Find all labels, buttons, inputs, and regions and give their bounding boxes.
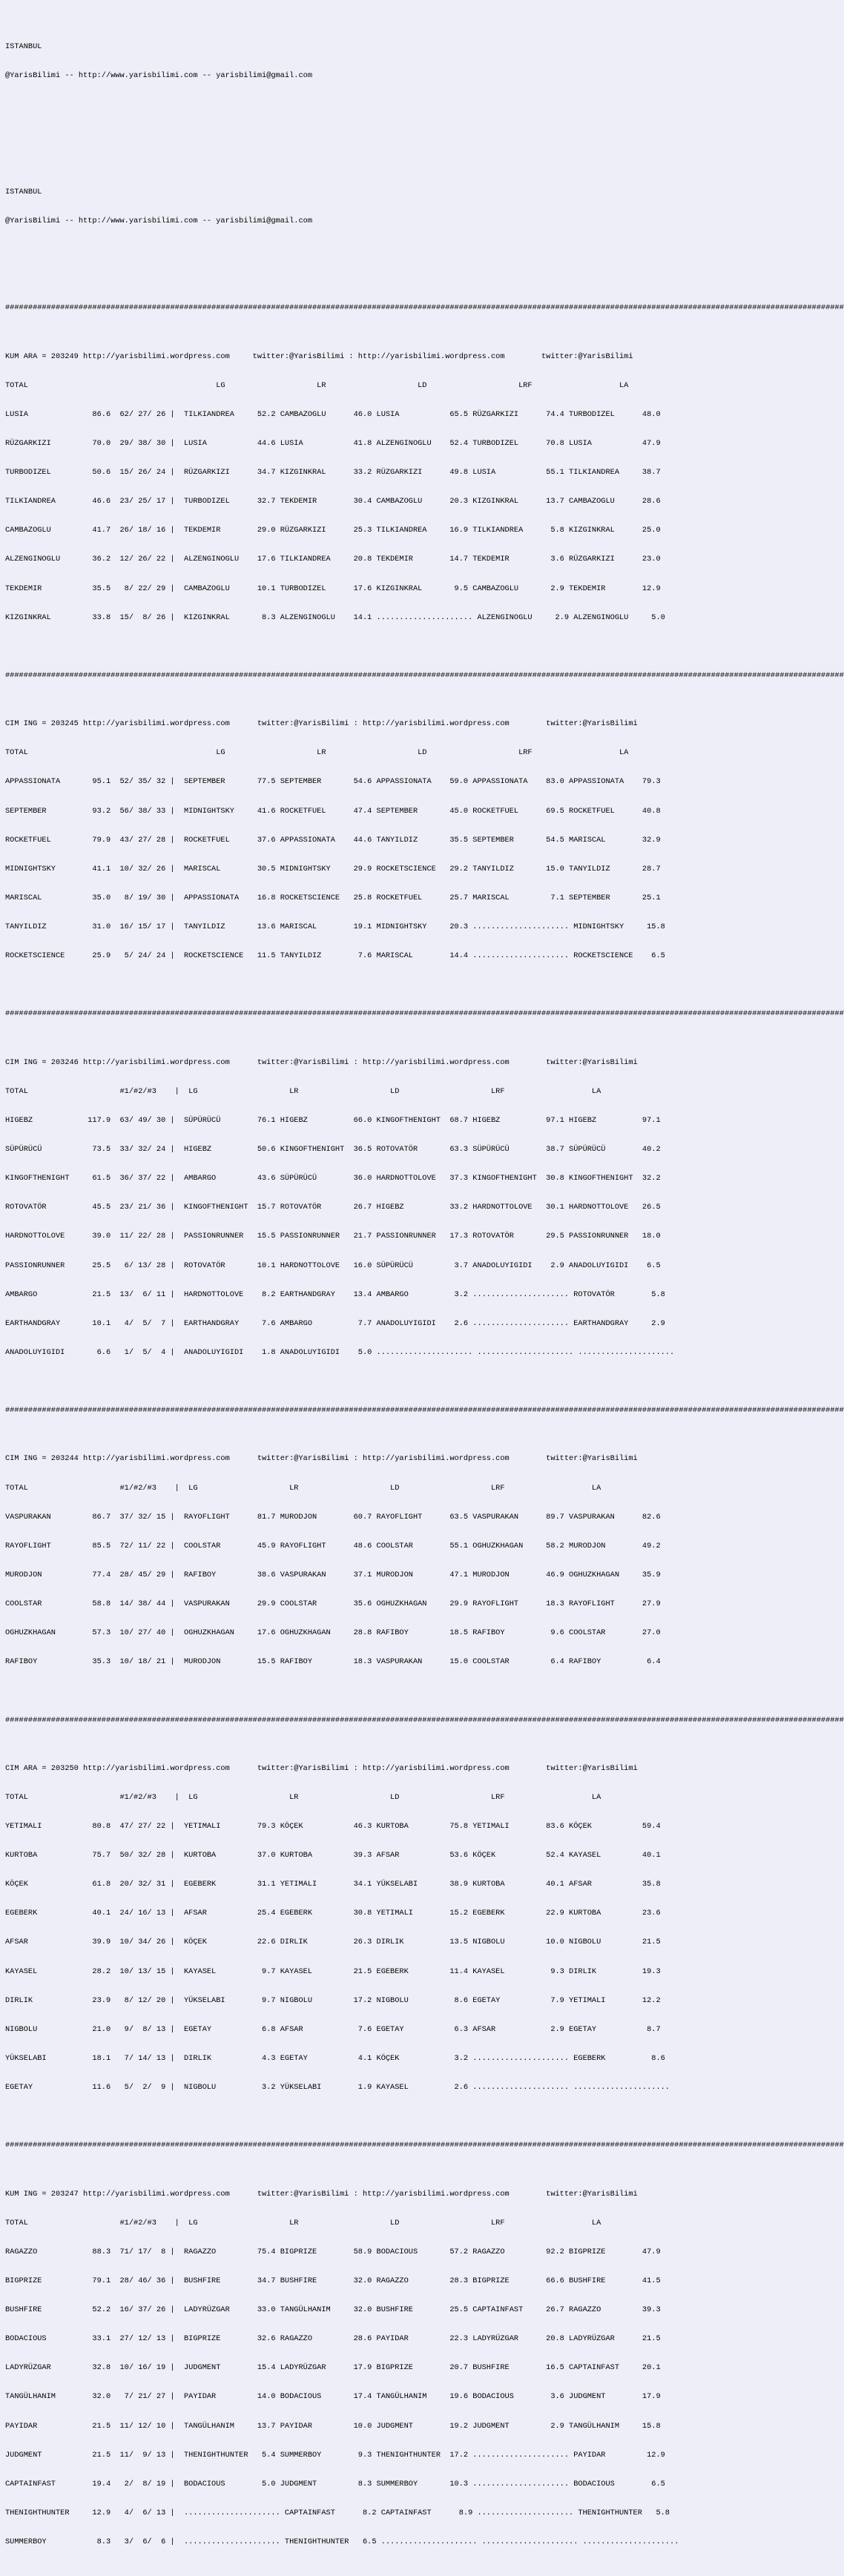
- race-block: [5, 332, 753, 641]
- race-row: KURTOBA 75.7 50/ 32/ 28 | KURTOBA 37.0 KURTOBA 39.3 AFSAR 53.6 KÖÇEK 52.4 KAYASEL 40.1: [5, 1851, 661, 1860]
- race-title: KUM ARA = 203249 http://yarisbilimi.wordpress.com twitter:@YarisBilimi : http://yarisbilimi.wordpress.com twitter:@YarisBilimi: [5, 351, 633, 361]
- race-row: TURBODIZEL 50.6 15/ 26/ 24 | RÜZGARKIZI 34.7 KIZGINKRAL 33.2 RÜZGARKIZI 49.8 LUSIA 55.1 TILKIANDREA 38.7: [5, 468, 661, 478]
- header-line: @YarisBilimi -- http://www.yarisbilimi.com -- yarisbilimi@gmail.com: [5, 216, 313, 225]
- race-row: OGHUZKHAGAN 57.3 10/ 27/ 40 | OGHUZKHAGAN 17.6 OGHUZKHAGAN 28.8 RAFIBOY 18.5 RAFIBOY 9.6 COOLSTAR 27.0: [5, 1628, 661, 1638]
- race-row: KIZGINKRAL 33.8 15/ 8/ 26 | KIZGINKRAL 8.3 ALZENGINOGLU 14.1 ..................... ALZENGINOGLU 2.9 ALZENGINOGLU 5.0: [5, 612, 665, 622]
- race-title: CIM ING = 203246 http://yarisbilimi.wordpress.com twitter:@YarisBilimi : http://yarisbilimi.wordpress.com twitter:@YarisBilimi: [5, 1057, 638, 1067]
- race-row: AMBARGO 21.5 13/ 6/ 11 | HARDNOTTOLOVE 8.2 EARTHANDGRAY 13.4 AMBARGO 3.2 ..................... ROTOVATÖR 5.8: [5, 1289, 665, 1299]
- report-header: [5, 23, 753, 274]
- race-row: HARDNOTTOLOVE 39.0 11/ 22/ 28 | PASSIONRUNNER 15.5 PASSIONRUNNER 21.7 PASSIONRUNNER 17.3 ROTOVATÖR 29.5 PASSIONRUNNER 18.0: [5, 1232, 661, 1241]
- race-row: PAYIDAR 21.5 11/ 12/ 10 | TANGÜLHANIM 13.7 PAYIDAR 10.0 JUDGMENT 19.2 JUDGMENT 2.9 TANGÜLHANIM 15.8: [5, 2421, 661, 2431]
- column-header: TOTAL LG LR LD LRF LA: [5, 380, 629, 390]
- race-row: LADYRÜZGAR 32.8 10/ 16/ 19 | JUDGMENT 15.4 LADYRÜZGAR 17.9 BIGPRIZE 20.7 BUSHFIRE 16.5 CAPTAINFAST 20.1: [5, 2363, 661, 2373]
- race-row: MARISCAL 35.0 8/ 19/ 30 | APPASSIONATA 16.8 ROCKETSCIENCE 25.8 ROCKETFUEL 25.7 MARISCAL 7.1 SEPTEMBER 25.1: [5, 893, 661, 902]
- header-line: [5, 245, 753, 255]
- race-row: RAYOFLIGHT 85.5 72/ 11/ 22 | COOLSTAR 45.9 RAYOFLIGHT 48.6 COOLSTAR 55.1 OGHUZKHAGAN 58.2 MURODJON 49.2: [5, 1541, 661, 1550]
- report-document: [5, 4, 844, 2576]
- race-row: ALZENGINOGLU 36.2 12/ 26/ 22 | ALZENGINOGLU 17.6 TILKIANDREA 20.8 TEKDEMIR 14.7 TEKDEMIR 3.6 RÜZGARKIZI 23.0: [5, 555, 661, 564]
- header-line: [5, 159, 753, 168]
- race-row: AFSAR 39.9 10/ 34/ 26 | KÖÇEK 22.6 DIRLIK 26.3 DIRLIK 13.5 NIGBOLU 10.0 NIGBOLU 21.5: [5, 1938, 661, 1947]
- race-block: [5, 1039, 753, 1377]
- race-block: [5, 1435, 753, 1686]
- race-row: CAPTAINFAST 19.4 2/ 8/ 19 | BODACIOUS 5.0 JUDGMENT 8.3 SUMMERBOY 10.3 ..................... BODACIOUS 6.5: [5, 2479, 665, 2489]
- separator-line: #######################################################################################################################################################################################: [5, 1406, 844, 1416]
- race-row: VASPURAKAN 86.7 37/ 32/ 15 | RAYOFLIGHT 81.7 MURODJON 60.7 RAYOFLIGHT 63.5 VASPURAKAN 89.7 VASPURAKAN 82.6: [5, 1512, 661, 1522]
- race-title: CIM ING = 203245 http://yarisbilimi.wordpress.com twitter:@YarisBilimi : http://yarisbilimi.wordpress.com twitter:@YarisBilimi: [5, 719, 638, 729]
- race-row: ROTOVATÖR 45.5 23/ 21/ 36 | KINGOFTHENIGHT 15.7 ROTOVATÖR 26.7 HIGEBZ 33.2 HARDNOTTOLOVE 30.1 HARDNOTTOLOVE 26.5: [5, 1203, 661, 1212]
- race-row: COOLSTAR 58.8 14/ 38/ 44 | VASPURAKAN 29.9 COOLSTAR 35.6 OGHUZKHAGAN 29.9 RAYOFLIGHT 18.3 RAYOFLIGHT 27.9: [5, 1599, 661, 1608]
- race-row: BUSHFIRE 52.2 16/ 37/ 26 | LADYRÜZGAR 33.0 TANGÜLHANIM 32.0 BUSHFIRE 25.5 CAPTAINFAST 26.7 RAGAZZO 39.3: [5, 2305, 661, 2315]
- separator-line: #######################################################################################################################################################################################: [5, 303, 844, 313]
- race-row: JUDGMENT 21.5 11/ 9/ 13 | THENIGHTHUNTER 5.4 SUMMERBOY 9.3 THENIGHTHUNTER 17.2 ..................... PAYIDAR 12.9: [5, 2450, 665, 2460]
- race-block: [5, 2170, 753, 2567]
- race-row: RAGAZZO 88.3 71/ 17/ 8 | RAGAZZO 75.4 BIGPRIZE 58.9 BODACIOUS 57.2 RAGAZZO 92.2 BIGPRIZE 47.9: [5, 2247, 661, 2256]
- race-row: KINGOFTHENIGHT 61.5 36/ 37/ 22 | AMBARGO 43.6 SÜPÜRÜCÜ 36.0 HARDNOTTOLOVE 37.3 KINGOFTHENIGHT 30.8 KINGOFTHENIGHT 32.2: [5, 1174, 661, 1183]
- race-row: LUSIA 86.6 62/ 27/ 26 | TILKIANDREA 52.2 CAMBAZOGLU 46.0 LUSIA 65.5 RÜZGARKIZI 74.4 TURBODIZEL 48.0: [5, 409, 661, 419]
- header-line: ISTANBUL: [5, 187, 42, 196]
- race-title: KUM ING = 203247 http://yarisbilimi.wordpress.com twitter:@YarisBilimi : http://yarisbilimi.wordpress.com twitter:@YarisBilimi: [5, 2189, 638, 2199]
- column-header: TOTAL #1/#2/#3 | LG LR LD LRF LA: [5, 1086, 601, 1096]
- race-row: YÜKSELABI 18.1 7/ 14/ 13 | DIRLIK 4.3 EGETAY 4.1 KÖÇEK 3.2 ..................... EGEBERK 8.6: [5, 2053, 665, 2063]
- race-row: DIRLIK 23.9 8/ 12/ 20 | YÜKSELABI 9.7 NIGBOLU 17.2 NIGBOLU 8.6 EGETAY 7.9 YETIMALI 12.2: [5, 1995, 661, 2005]
- header-line: [5, 100, 753, 110]
- race-row: SÜPÜRÜCÜ 73.5 33/ 32/ 24 | HIGEBZ 50.6 KINGOFTHENIGHT 36.5 ROTOVATÖR 63.3 SÜPÜRÜCÜ 38.7 SÜPÜRÜCÜ 40.2: [5, 1145, 661, 1155]
- separator-line: #######################################################################################################################################################################################: [5, 1715, 844, 1725]
- race-row: APPASSIONATA 95.1 52/ 35/ 32 | SEPTEMBER 77.5 SEPTEMBER 54.6 APPASSIONATA 59.0 APPASSIONATA 83.0 APPASSIONATA 79.3: [5, 777, 661, 787]
- race-row: MURODJON 77.4 28/ 45/ 29 | RAFIBOY 38.6 VASPURAKAN 37.1 MURODJON 47.1 MURODJON 46.9 OGHUZKHAGAN 35.9: [5, 1570, 661, 1579]
- race-row: KÖÇEK 61.8 20/ 32/ 31 | EGEBERK 31.1 YETIMALI 34.1 YÜKSELABI 38.9 KURTOBA 40.1 AFSAR 35.8: [5, 1880, 661, 1889]
- race-row: NIGBOLU 21.0 9/ 8/ 13 | EGETAY 6.8 AFSAR 7.6 EGETAY 6.3 AFSAR 2.9 EGETAY 8.7: [5, 2024, 661, 2034]
- race-row: TEKDEMIR 35.5 8/ 22/ 29 | CAMBAZOGLU 10.1 TURBODIZEL 17.6 KIZGINKRAL 9.5 CAMBAZOGLU 2.9 TEKDEMIR 12.9: [5, 584, 661, 593]
- race-row: TANGÜLHANIM 32.0 7/ 21/ 27 | PAYIDAR 14.0 BODACIOUS 17.4 TANGÜLHANIM 19.6 BODACIOUS 3.6 JUDGMENT 17.9: [5, 2392, 661, 2402]
- race-row: ROCKETFUEL 79.9 43/ 27/ 28 | ROCKETFUEL 37.6 APPASSIONATA 44.6 TANYILDIZ 35.5 SEPTEMBER 54.5 MARISCAL 32.9: [5, 835, 661, 845]
- race-row: EGEBERK 40.1 24/ 16/ 13 | AFSAR 25.4 EGEBERK 30.8 YETIMALI 15.2 EGEBERK 22.9 KURTOBA 23.6: [5, 1909, 661, 1918]
- column-header: TOTAL #1/#2/#3 | LG LR LD LRF LA: [5, 1483, 601, 1493]
- column-header: TOTAL #1/#2/#3 | LG LR LD LRF LA: [5, 2218, 601, 2227]
- race-row: TILKIANDREA 46.6 23/ 25/ 17 | TURBODIZEL 32.7 TEKDEMIR 30.4 CAMBAZOGLU 20.3 KIZGINKRAL 13.7 CAMBAZOGLU 28.6: [5, 497, 661, 506]
- race-row: MIDNIGHTSKY 41.1 10/ 32/ 26 | MARISCAL 30.5 MIDNIGHTSKY 29.9 ROCKETSCIENCE 29.2 TANYILDIZ 15.0 TANYILDIZ 28.7: [5, 864, 661, 873]
- race-row: SUMMERBOY 8.3 3/ 6/ 6 | ..................... THENIGHTHUNTER 6.5 ..................... ..................... .....................: [5, 2537, 679, 2547]
- separator-line: #######################################################################################################################################################################################: [5, 670, 844, 680]
- header-line: @YarisBilimi -- http://www.yarisbilimi.com -- yarisbilimi@gmail.com: [5, 71, 313, 81]
- race-row: EARTHANDGRAY 10.1 4/ 5/ 7 | EARTHANDGRAY 7.6 AMBARGO 7.7 ANADOLUYIGIDI 2.6 ..................... EARTHANDGRAY 2.9: [5, 1318, 665, 1328]
- header-line: ISTANBUL: [5, 42, 42, 52]
- race-row: ROCKETSCIENCE 25.9 5/ 24/ 24 | ROCKETSCIENCE 11.5 TANYILDIZ 7.6 MARISCAL 14.4 ..................... ROCKETSCIENCE 6.5: [5, 951, 665, 961]
- race-row: BIGPRIZE 79.1 28/ 46/ 36 | BUSHFIRE 34.7 BUSHFIRE 32.0 RAGAZZO 28.3 BIGPRIZE 66.6 BUSHFIRE 41.5: [5, 2276, 661, 2285]
- column-header: TOTAL LG LR LD LRF LA: [5, 748, 629, 758]
- separator-line: #######################################################################################################################################################################################: [5, 1009, 844, 1019]
- race-row: YETIMALI 80.8 47/ 27/ 22 | YETIMALI 79.3 KÖÇEK 46.3 KURTOBA 75.8 YETIMALI 83.6 KÖÇEK 59.4: [5, 1821, 661, 1831]
- race-row: TANYILDIZ 31.0 16/ 15/ 17 | TANYILDIZ 13.6 MARISCAL 19.1 MIDNIGHTSKY 20.3 ..................... MIDNIGHTSKY 15.8: [5, 922, 665, 932]
- race-block: [5, 1745, 753, 2113]
- race-row: EGETAY 11.6 5/ 2/ 9 | NIGBOLU 3.2 YÜKSELABI 1.9 KAYASEL 2.6 ..................... .....................: [5, 2083, 670, 2093]
- race-title: CIM ARA = 203250 http://yarisbilimi.wordpress.com twitter:@YarisBilimi : http://yarisbilimi.wordpress.com twitter:@YarisBilimi: [5, 1763, 638, 1773]
- race-row: PASSIONRUNNER 25.5 6/ 13/ 28 | ROTOVATÖR 10.1 HARDNOTTOLOVE 16.0 SÜPÜRÜCÜ 3.7 ANADOLUYIGIDI 2.9 ANADOLUYIGIDI 6.5: [5, 1261, 661, 1270]
- race-row: BODACIOUS 33.1 27/ 12/ 13 | BIGPRIZE 32.6 RAGAZZO 28.6 PAYIDAR 22.3 LADYRÜZGAR 20.8 LADYRÜZGAR 21.5: [5, 2334, 661, 2344]
- race-row: SEPTEMBER 93.2 56/ 38/ 33 | MIDNIGHTSKY 41.6 ROCKETFUEL 47.4 SEPTEMBER 45.0 ROCKETFUEL 69.5 ROCKETFUEL 40.8: [5, 806, 661, 816]
- race-row: HIGEBZ 117.9 63/ 49/ 30 | SÜPÜRÜCÜ 76.1 HIGEBZ 66.0 KINGOFTHENIGHT 68.7 HIGEBZ 97.1 HIGEBZ 97.1: [5, 1115, 661, 1125]
- race-row: THENIGHTHUNTER 12.9 4/ 6/ 13 | ..................... CAPTAINFAST 8.2 CAPTAINFAST 8.9 ..................... THENIGHTHUNTER 5.8: [5, 2508, 670, 2517]
- header-line: [5, 130, 753, 139]
- column-header: TOTAL #1/#2/#3 | LG LR LD LRF LA: [5, 1792, 601, 1802]
- race-title: CIM ING = 203244 http://yarisbilimi.wordpress.com twitter:@YarisBilimi : http://yarisbilimi.wordpress.com twitter:@YarisBilimi: [5, 1454, 638, 1464]
- separator-line: #######################################################################################################################################################################################: [5, 2141, 844, 2150]
- race-block: [5, 700, 753, 980]
- race-row: RAFIBOY 35.3 10/ 18/ 21 | MURODJON 15.5 RAFIBOY 18.3 VASPURAKAN 15.0 COOLSTAR 6.4 RAFIBOY 6.4: [5, 1657, 661, 1667]
- race-row: ANADOLUYIGIDI 6.6 1/ 5/ 4 | ANADOLUYIGIDI 1.8 ANADOLUYIGIDI 5.0 ..................... ..................... .....................: [5, 1347, 675, 1357]
- race-row: KAYASEL 28.2 10/ 13/ 15 | KAYASEL 9.7 KAYASEL 21.5 EGEBERK 11.4 KAYASEL 9.3 DIRLIK 19.3: [5, 1966, 661, 1976]
- race-row: CAMBAZOGLU 41.7 26/ 18/ 16 | TEKDEMIR 29.0 RÜZGARKIZI 25.3 TILKIANDREA 16.9 TILKIANDREA 5.8 KIZGINKRAL 25.0: [5, 526, 661, 535]
- race-row: RÜZGARKIZI 70.0 29/ 38/ 30 | LUSIA 44.6 LUSIA 41.8 ALZENGINOGLU 52.4 TURBODIZEL 70.8 LUSIA 47.9: [5, 438, 661, 448]
